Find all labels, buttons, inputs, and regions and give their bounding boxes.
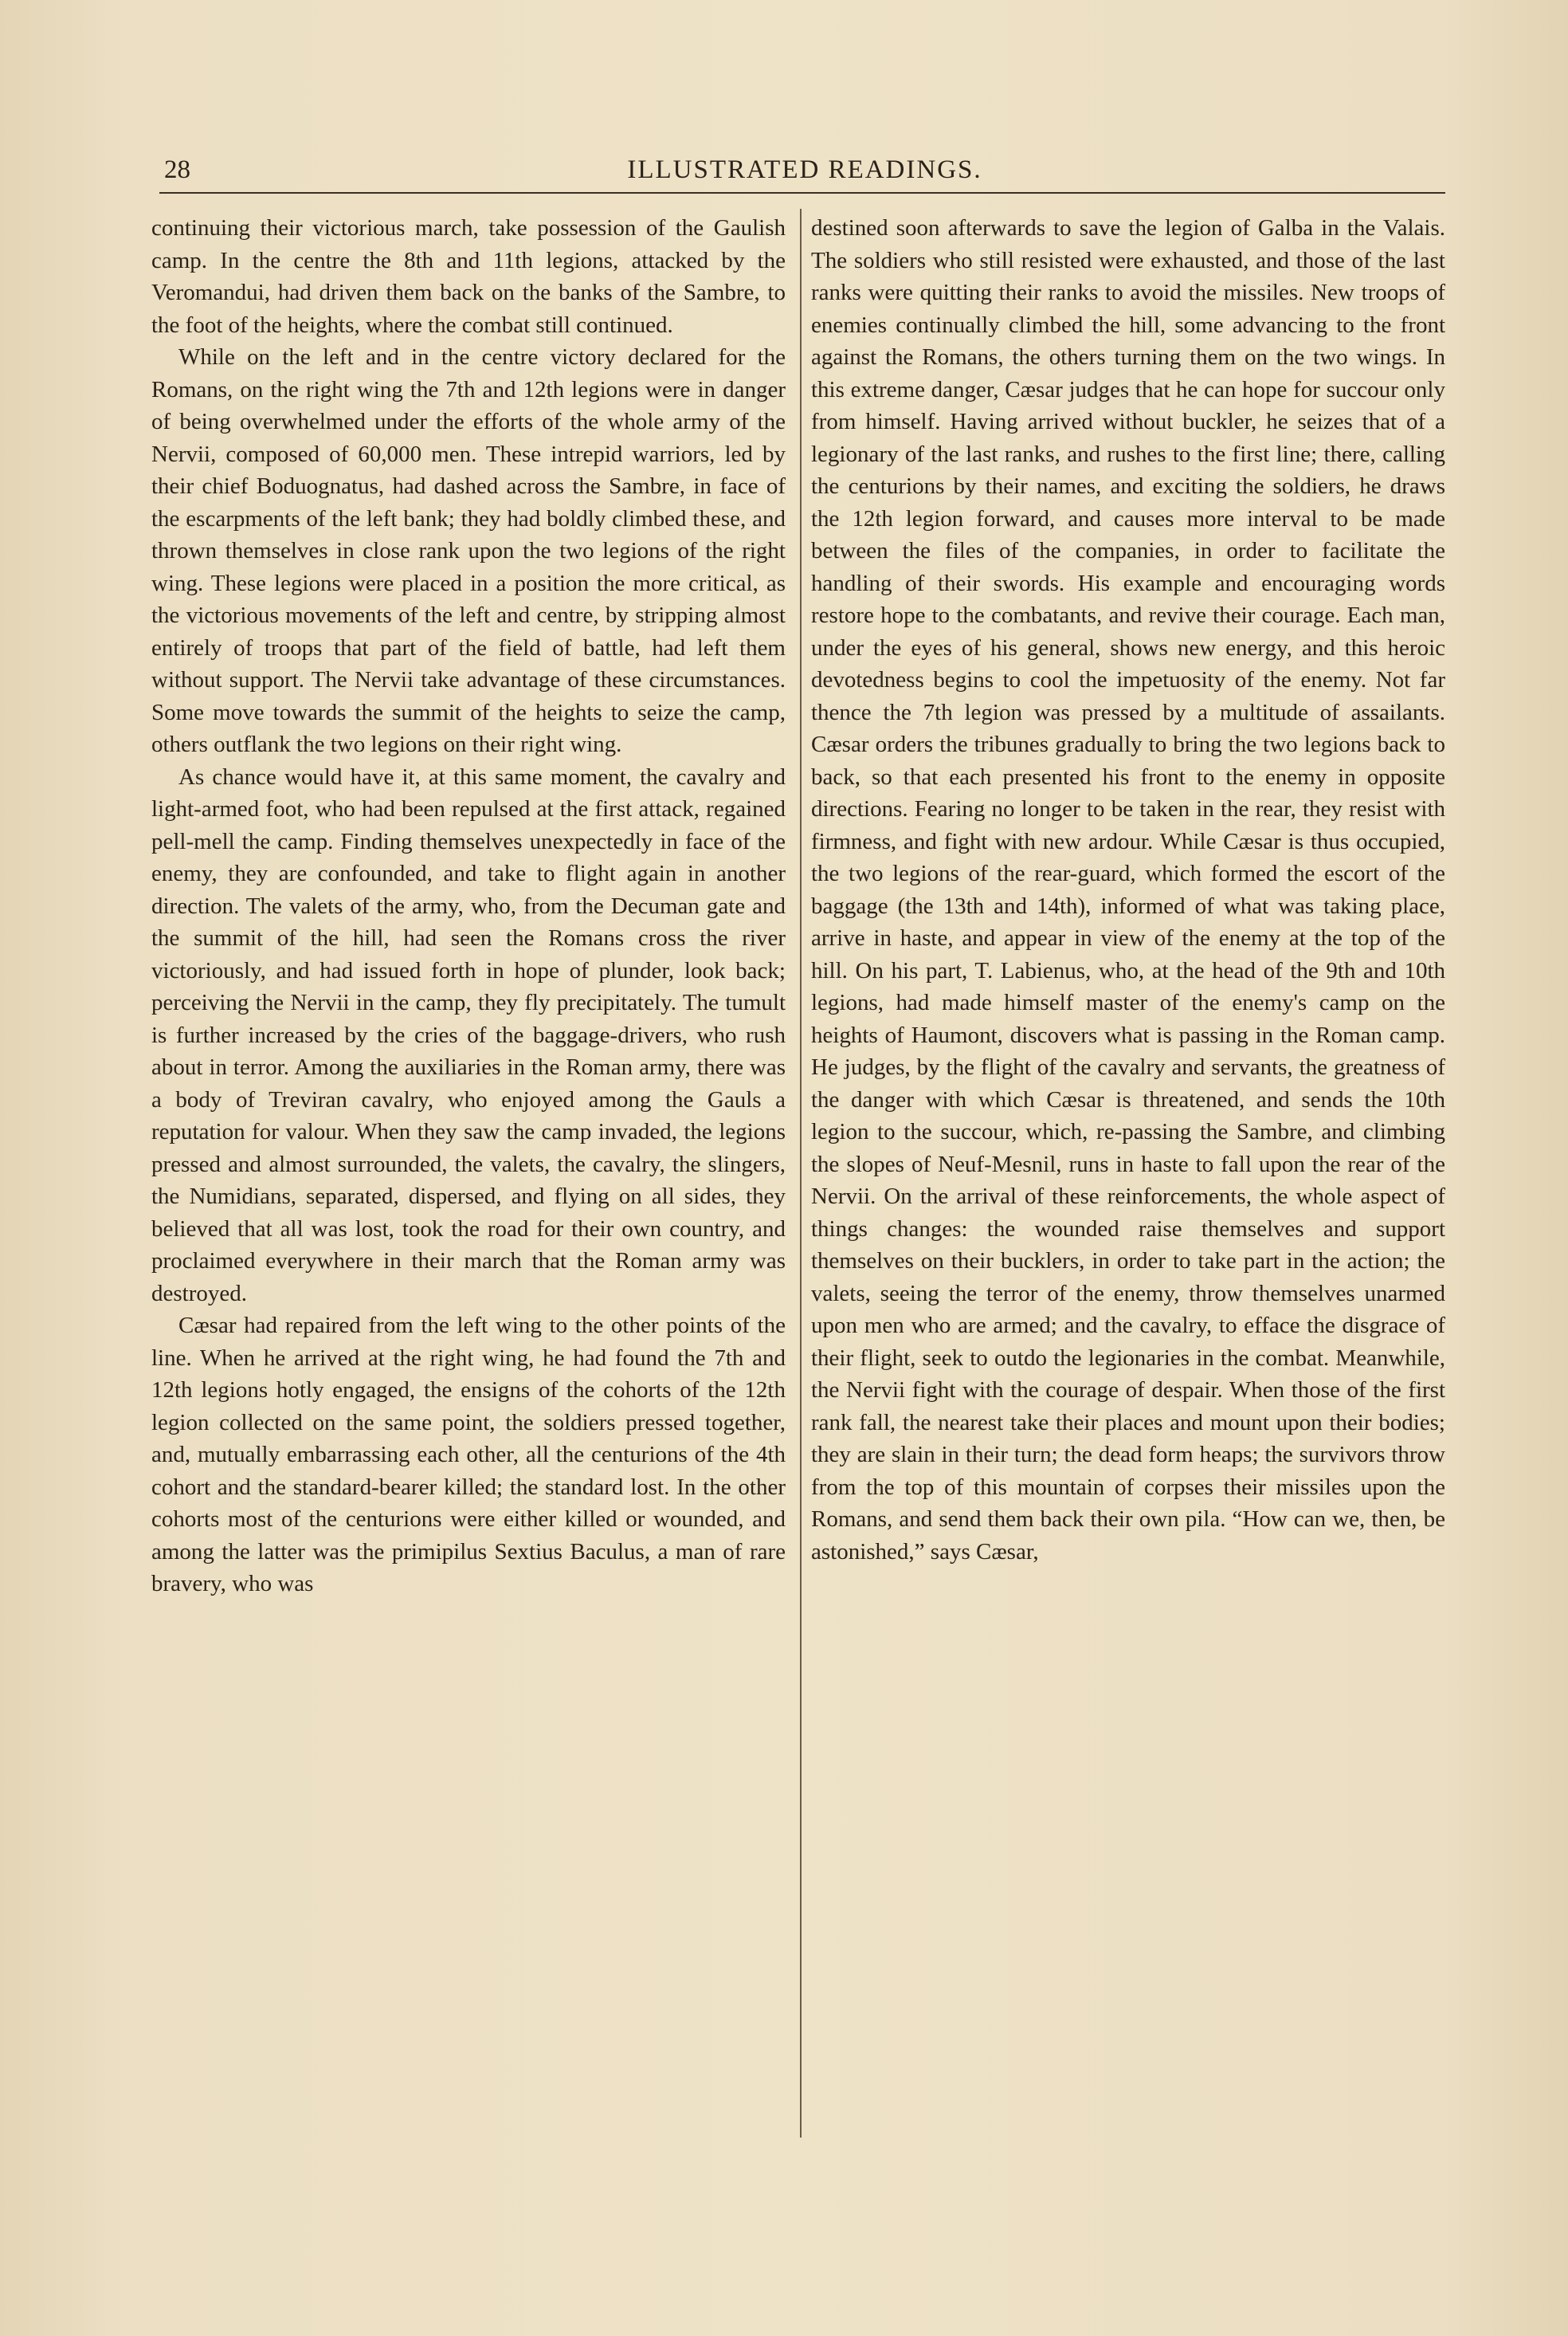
paragraph: destined soon afterwards to save the legion of Galba in the Valais. The soldiers who still resisted were exhausted, and those of the last ranks were quitting their ranks to avoid the missiles. New troops of enemies continually climbed the hill, some advancing to the front against the Romans, the others turning them on the two wings. In this extreme danger, Cæsar judges that he can hope for succour only from himself. Having arrived without buckler, he seizes that of a legionary of the last ranks, and rushes to the first line; there, calling the centurions by their names, and exciting the soldiers, he draws the 12th legion forward, and causes more interval to be made between the files of the companies, in order to facilitate the handling of their swords. His example and encouraging words restore hope to the combatants, and revive their courage. Each man, under the eyes of his general, shows new energy, and this heroic devotedness begins to cool the impetuosity of the enemy. Not far thence the 7th legion was pressed by a multitude of assailants. Cæsar orders the tribunes gradually to bring the two legions back to back, so that each presented his front to the enemy in opposite directions. Fearing no longer to be taken in the rear, they resist with firmness, and fight with new ardour. While Cæsar is thus occupied, the two legions of the rear-guard, which formed the escort of the baggage (the 13th and 14th), informed of what was taking place, arrive in haste, and appear in view of the enemy at the top of the hill. On his part, T. Labienus, who, at the head of the 9th and 10th legions, had made himself master of the enemy's camp on the heights of Haumont, discovers what is passing in the Roman camp. He judges, by the flight of the cavalry and servants, the greatness of the danger with which Cæsar is threatened, and sends the 10th legion to the succour, which, re-passing the Sambre, and climbing the slopes of Neuf-Mesnil, runs in haste to fall upon the rear of the Nervii. On the arrival of these reinforcements, the whole aspect of things changes: the wounded raise themselves and support themselves on their bucklers, in order to take part in the action; the valets, seeing the terror of the enemy, throw themselves unarmed upon men who are armed; and the cavalry, to efface the disgrace of their flight, seek to outdo the legionaries in the combat. Meanwhile, the Nervii fight with the courage of despair. When those of the first rank fall, the nearest take their places and mount upon their bodies; they are slain in their turn; the dead form heaps; the survivors throw from the top of this mountain of corpses their missiles upon the Romans, and send them back their own pila. “How can we, then, be astonished,” says Cæsar, [811, 215, 1445, 1565]
paragraph: Cæsar had repaired from the left wing to the other points of the line. When he arrived at the right wing, he had found the 7th and 12th legions hotly engaged, the ensigns of the cohorts of the 12th legion collected on the same point, the soldiers pressed together, and, mutually embarrassing each other, all the centurions of the 4th cohort and the standard-bearer killed; the standard lost. In the other cohorts most of the centurions were either killed or wounded, and among the latter was the primipilus Sextius Baculus, a man of rare bravery, who was [151, 1313, 786, 1596]
column-divider [800, 209, 802, 2138]
running-title: ILLUSTRATED READINGS. [627, 155, 982, 184]
left-column [151, 212, 786, 1600]
paragraph: continuing their victorious march, take possession of the Gaulish camp. In the centre the 8th and 11th legions, attacked by the Veromandui, had driven them back on the banks of the Sambre, to the foot of the heights, where the combat still continued. [151, 215, 786, 338]
right-column [811, 212, 1445, 1568]
page-number: 28 [164, 155, 190, 184]
paragraph: While on the left and in the centre victory declared for the Romans, on the right wing the 7th and 12th legions were in danger of being overwhelmed under the efforts of the whole army of the Nervii, composed of 60,000 men. These intrepid warriors, led by their chief Boduognatus, had dashed across the Sambre, in face of the escarpments of the left bank; they had boldly climbed these, and thrown themselves in close rank upon the two legions of the right wing. These legions were placed in a position the more critical, as the victorious movements of the left and centre, by stripping almost entirely of troops that part of the field of battle, had left them without support. The Nervii take advantage of these circumstances. Some move towards the summit of the heights to seize the camp, others outflank the two legions on their right wing. [151, 344, 786, 757]
page-header [164, 150, 1445, 190]
header-rule [159, 192, 1445, 194]
paragraph: As chance would have it, at this same moment, the cavalry and light-armed foot, who had been repulsed at the first attack, regained pell-mell the camp. Finding themselves unexpectedly in face of the enemy, they are confounded, and take to flight again in another direction. The valets of the army, who, from the Decuman gate and the summit of the hill, had seen the Romans cross the river victoriously, and had issued forth in hope of plunder, look back; perceiving the Nervii in the camp, they fly precipitately. The tumult is further increased by the cries of the baggage-drivers, who rush about in terror. Among the auxiliaries in the Roman army, there was a body of Treviran cavalry, who enjoyed among the Gauls a reputation for valour. When they saw the camp invaded, the legions pressed and almost surrounded, the valets, the cavalry, the slingers, the Numidians, separated, dispersed, and flying on all sides, they believed that all was lost, took the road for their own country, and proclaimed everywhere in their march that the Roman army was destroyed. [151, 764, 786, 1306]
